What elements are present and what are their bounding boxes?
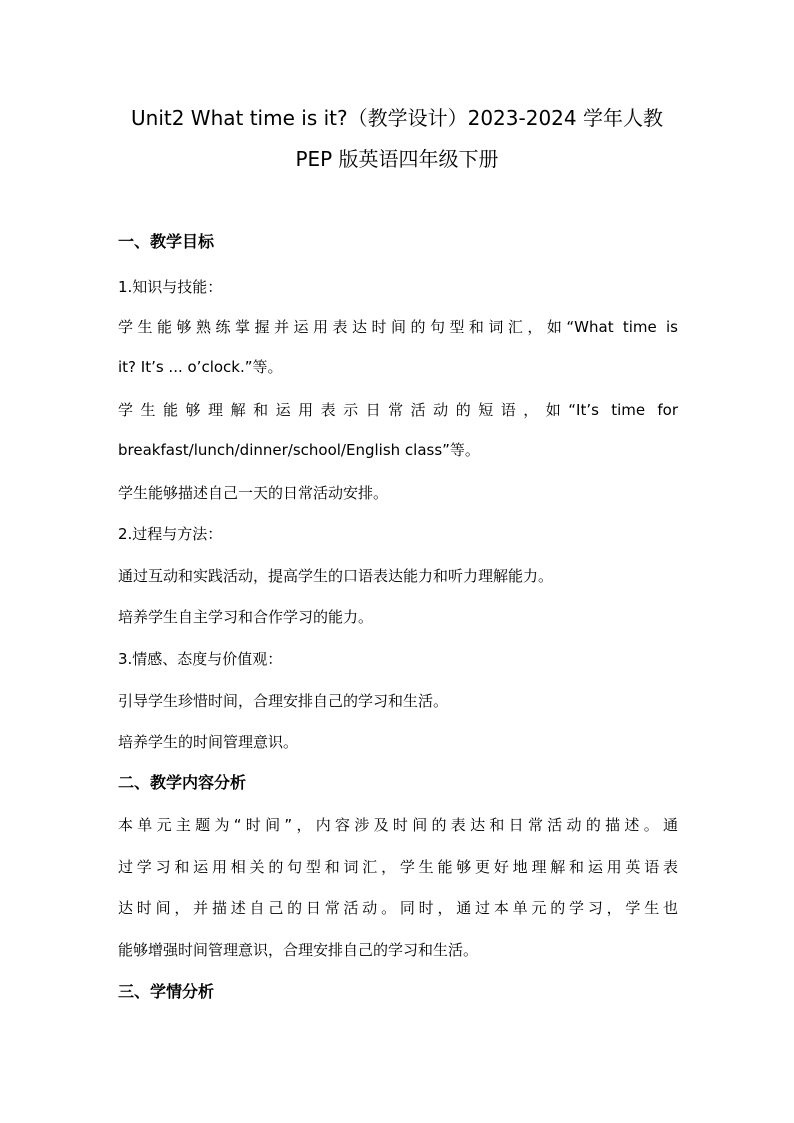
- document-title-line-2: PEP 版英语四年级下册: [295, 147, 499, 171]
- paragraph-line: it? It’s ... o’clock.”等。: [118, 358, 283, 376]
- paragraph-line: 本单元主题为“时间”，内容涉及时间的表达和日常活动的描述。通: [118, 816, 678, 834]
- section-heading-content-analysis: 二、教学内容分析: [118, 773, 247, 792]
- paragraph-line: 学生能够描述自己一天的日常活动安排。: [118, 484, 389, 502]
- paragraph-line: 引导学生珍惜时间，合理安排自己的学习和生活。: [118, 692, 449, 710]
- section-heading-teaching-goals: 一、教学目标: [118, 232, 215, 251]
- paragraph-line: 培养学生自主学习和合作学习的能力。: [118, 608, 374, 626]
- paragraph-line: 学生能够理解和运用表示日常活动的短语，如“It’s time for: [118, 401, 678, 419]
- paragraph-line: 过学习和运用相关的句型和词汇，学生能够更好地理解和运用英语表: [118, 858, 678, 876]
- paragraph-line: 培养学生的时间管理意识。: [118, 733, 299, 751]
- paragraph-line: 达时间，并描述自己的日常活动。同时，通过本单元的学习，学生也: [118, 899, 678, 917]
- paragraph-line: 学生能够熟练掌握并运用表达时间的句型和词汇，如“What time is: [118, 318, 678, 336]
- subheading-emotion-values: 3.情感、态度与价值观：: [118, 650, 283, 668]
- document-title-line-1: Unit2 What time is it?（教学设计）2023-2024 学年人教: [131, 106, 663, 130]
- paragraph-line: 通过互动和实践活动，提高学生的口语表达能力和听力理解能力。: [118, 567, 554, 585]
- paragraph-line: 能够增强时间管理意识，合理安排自己的学习和生活。: [118, 941, 479, 959]
- paragraph-line: breakfast/lunch/dinner/school/English class”等。: [118, 441, 480, 459]
- subheading-knowledge-skills: 1.知识与技能：: [118, 278, 223, 296]
- section-heading-learner-analysis: 三、学情分析: [118, 982, 215, 1001]
- subheading-process-methods: 2.过程与方法：: [118, 525, 223, 543]
